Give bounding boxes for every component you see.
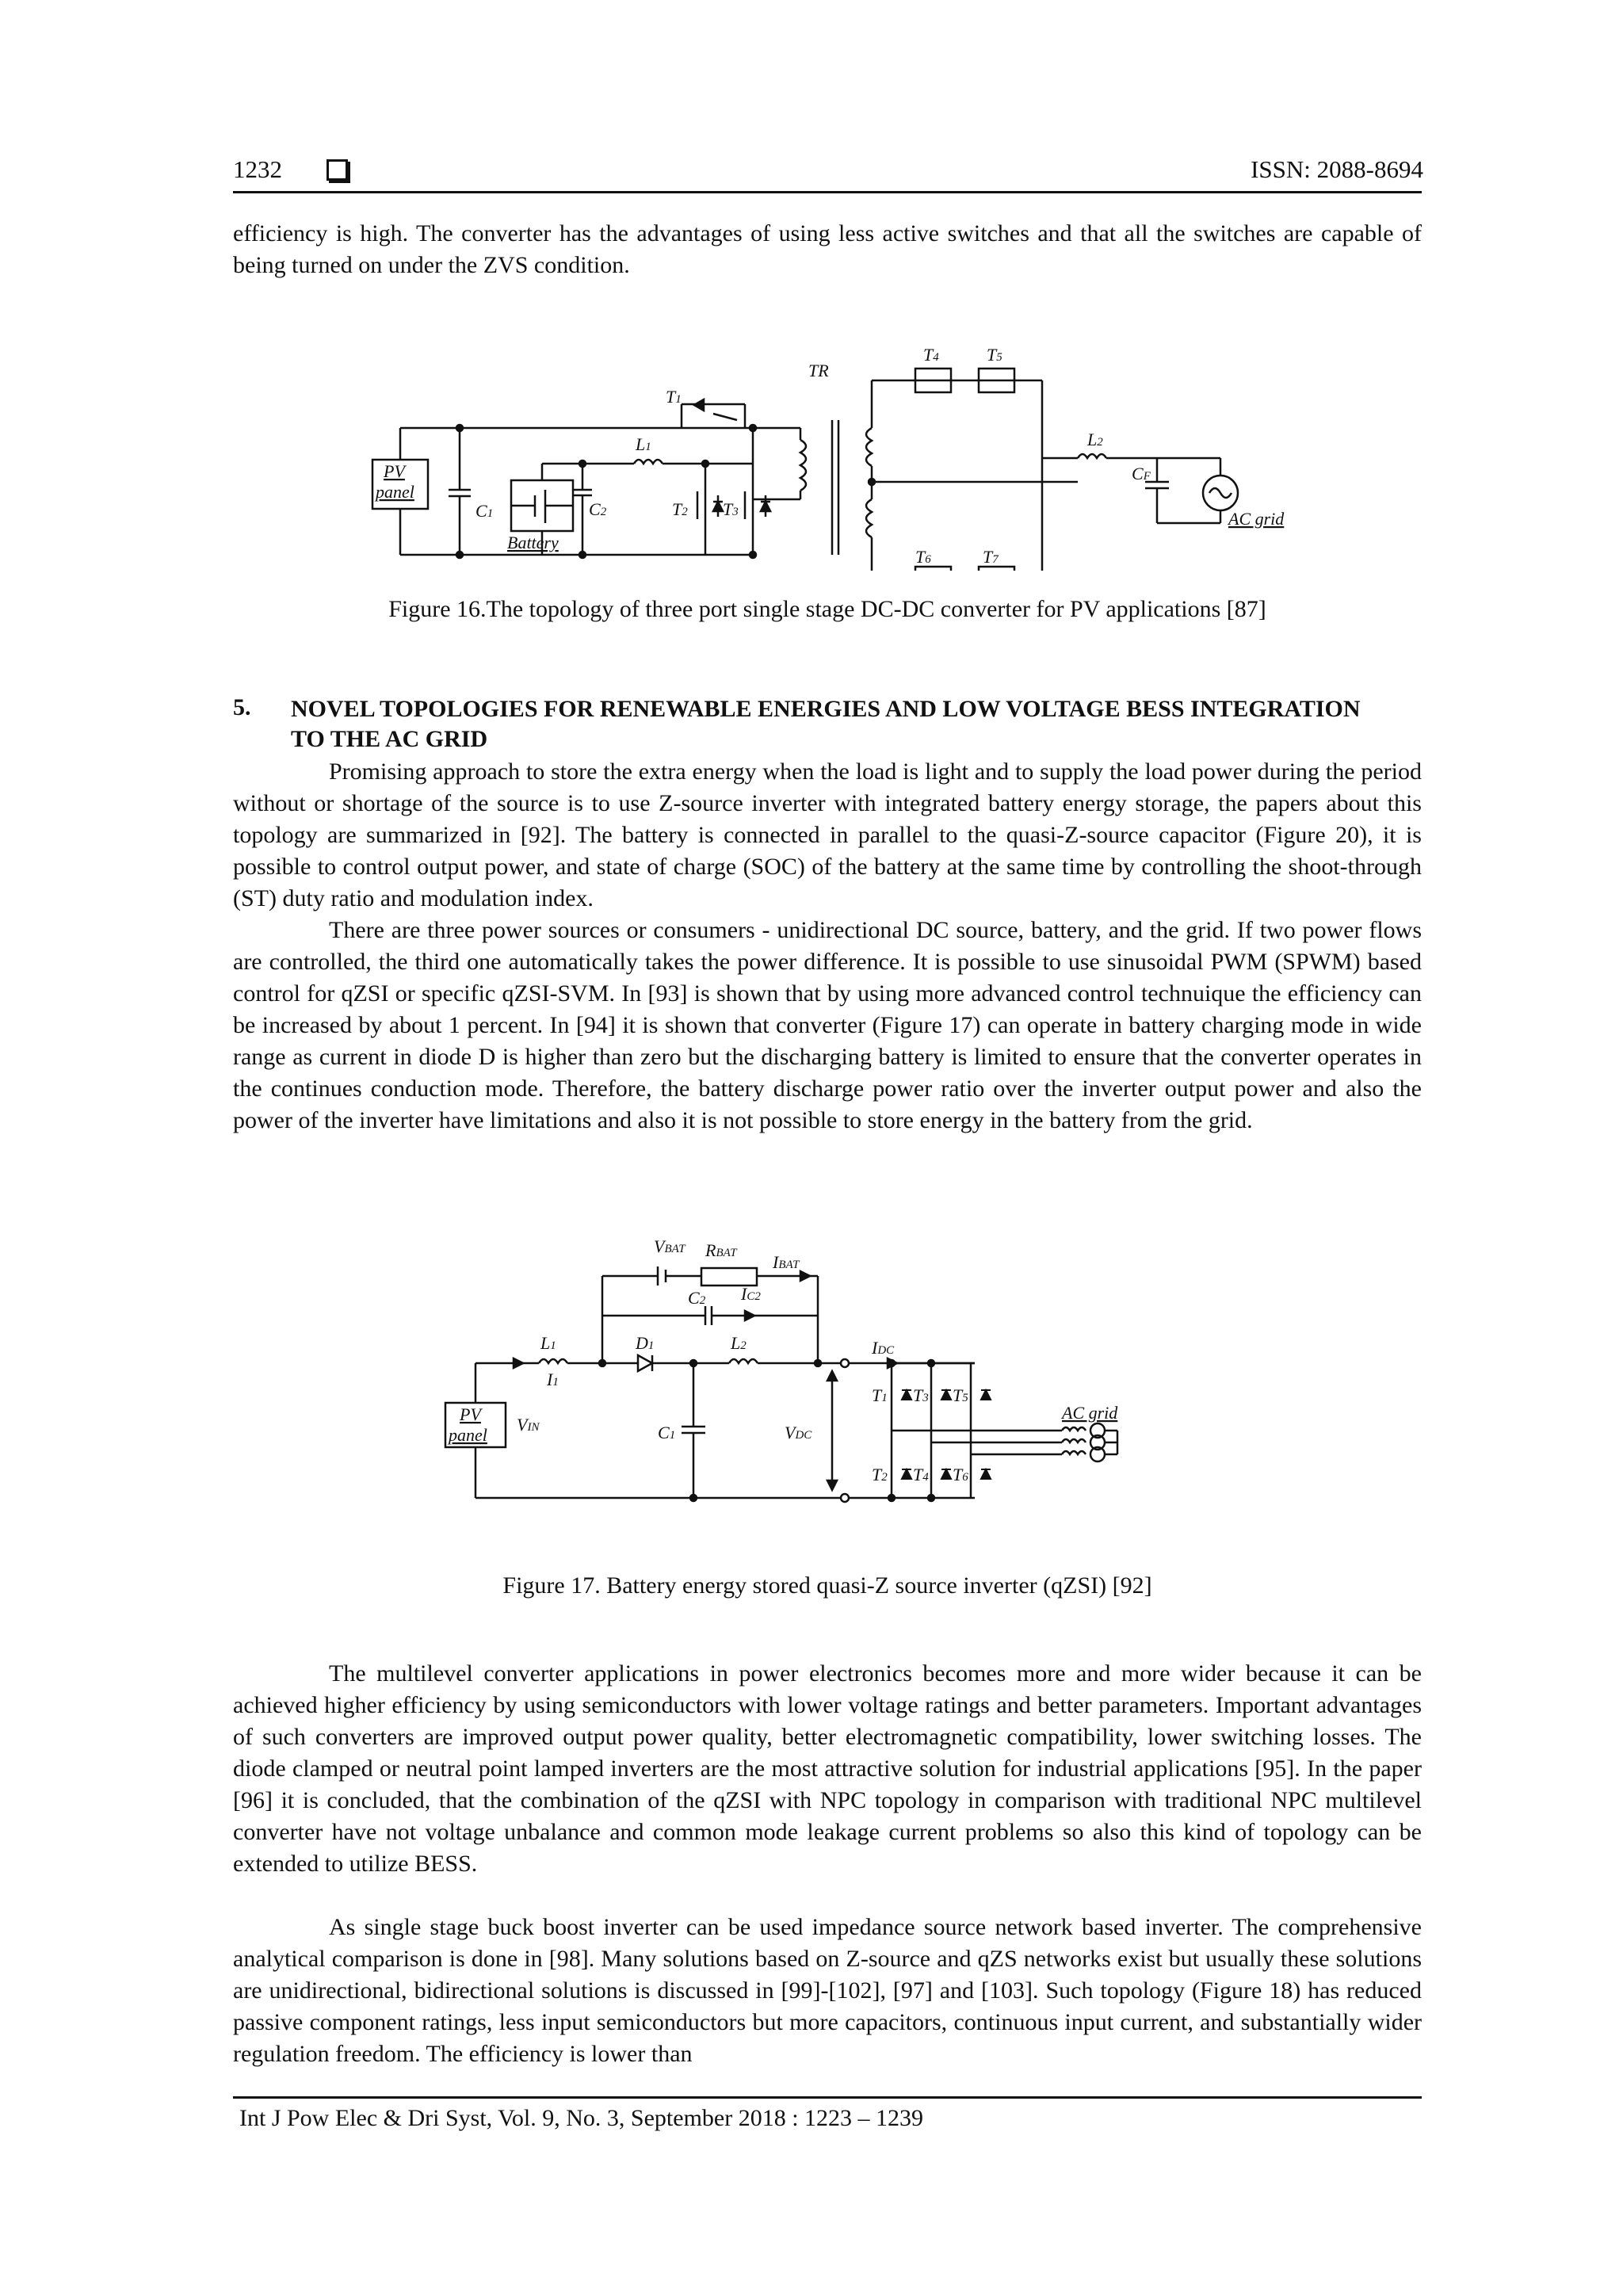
fig16-label-t2-sub: 2 <box>682 506 688 518</box>
svg-text:T6 <box>953 1465 968 1484</box>
fig16-label-t6-sub: 6 <box>925 553 931 566</box>
fig16-label-pv: PV <box>384 461 405 481</box>
header-rule <box>233 191 1422 193</box>
fig16-label-cf: C <box>1132 464 1144 483</box>
paragraph-3: There are three power sources or consumers - unidirectional DC source, battery, and the grid. If two power flows are controlled, the third one automatically takes the power difference. It is possible to use sinusoidal PWM (SPWM) based control for qZSI or specific qZSI-SVM. In [93] is shown that by using more advanced control technuique the efficiency can be increased by about 1 percent. In [94] it is shown that converter (Figure 17) can operate in battery charging mode in wide range as current in diode D is higher than zero but the discharging battery is limited to ensure that the converter operates in the continues conduction mode. Therefore, the battery discharge power ratio over the inverter output power and also the power of the inverter have limitations and also it is not possible to store energy in the battery from the grid. <box>233 917 1422 1133</box>
fig17-label-vin: V <box>517 1415 528 1435</box>
figure-17-caption: Figure 17. Battery energy stored quasi-Z source inverter (qZSI) [92] <box>502 1572 1152 1599</box>
fig16-label-c2-sub: 2 <box>600 506 607 518</box>
fig17-label-ibat: I <box>773 1252 779 1272</box>
svg-text:IC2 <box>740 1284 761 1304</box>
fig17-label-t3-sub: 3 <box>922 1392 929 1404</box>
fig17-label-t2: T <box>872 1465 882 1484</box>
fig17-label-t3: T <box>913 1385 923 1405</box>
fig17-label-ibat-sub: BAT <box>778 1259 800 1271</box>
svg-text:IBAT <box>772 1252 800 1272</box>
fig16-label-t4: T <box>923 345 934 365</box>
fig17-label-vin-sub: IN <box>527 1421 540 1434</box>
fig17-label-c2: C <box>688 1288 700 1308</box>
fig17-label-l1-sub: 1 <box>550 1339 556 1352</box>
fig16-label-l1: L <box>636 434 646 454</box>
fig16-label-t4-sub: 4 <box>933 351 939 364</box>
fig16-label-t3: T <box>723 499 733 519</box>
footer-rule <box>233 2096 1422 2099</box>
fig16-label-panel: panel <box>376 482 414 502</box>
fig17-label-t2-sub: 2 <box>881 1471 888 1484</box>
fig17-label-l2-sub: 2 <box>740 1339 747 1352</box>
fig17-label-t6-sub: 6 <box>962 1471 968 1484</box>
svg-text:T2 <box>672 499 688 519</box>
svg-text:L2 <box>1086 430 1103 449</box>
fig16-label-c2: C <box>589 499 601 519</box>
svg-text:T4 <box>913 1465 929 1484</box>
fig17-label-t1-sub: 1 <box>881 1392 888 1404</box>
fig16-label-t1: T <box>666 387 676 407</box>
fig17-label-ic2: I <box>741 1284 747 1304</box>
fig17-label-ac-grid: AC grid <box>1062 1403 1118 1423</box>
fig16-label-t5: T <box>987 345 997 365</box>
fig17-label-t5-sub: 5 <box>962 1392 968 1404</box>
fig16-label-l1-sub: 1 <box>645 441 651 453</box>
fig17-label-rbat-sub: BAT <box>716 1247 737 1259</box>
svg-text:IDC <box>871 1338 895 1358</box>
svg-text:L1 <box>635 434 651 454</box>
svg-text:T3 <box>723 499 739 519</box>
figure-16-caption: Figure 16.The topology of three port single stage DC-DC converter for PV applications [87] <box>388 596 1266 622</box>
svg-text:C1 <box>658 1423 675 1442</box>
fig17-label-t6: T <box>953 1465 963 1484</box>
figure-16-circuit <box>365 341 1316 571</box>
fig17-label-vbat: V <box>654 1236 665 1256</box>
paragraph-2: Promising approach to store the extra energy when the load is light and to supply the load power during the period without or shortage of the source is to use Z-source inverter with integrated battery energy storage, the papers about this topology are summarized in [92]. The battery is connected in parallel to the quasi-Z-source capacitor (Figure 20), it is possible to control output power, and state of charge (SOC) of the battery at the same time by controlling the shoot-through (ST) duty ratio and modulation index. <box>233 758 1422 911</box>
svg-text:RBAT <box>705 1240 738 1260</box>
section-title: NOVEL TOPOLOGIES FOR RENEWABLE ENERGIES AND LOW VOLTAGE BESS INTEGRATION TO THE AC GRID <box>291 696 1361 752</box>
svg-text:T1 <box>666 387 682 407</box>
svg-text:VDC <box>785 1423 812 1442</box>
svg-text:C2 <box>688 1288 706 1308</box>
fig17-label-idc: I <box>872 1338 878 1358</box>
svg-text:T5 <box>953 1385 968 1405</box>
fig16-label-t3-sub: 3 <box>732 506 739 518</box>
fig17-label-ic2-sub: C2 <box>747 1290 761 1303</box>
figure-17-circuit <box>428 1213 1220 1530</box>
fig16-label-t5-sub: 5 <box>996 351 1002 364</box>
fig16-label-t7-sub: 7 <box>992 553 999 566</box>
fig16-label-t6: T <box>915 547 926 567</box>
fig16-label-t2: T <box>672 499 682 519</box>
svg-text:CF <box>1132 464 1151 483</box>
section-number: 5. <box>233 694 251 720</box>
svg-text:C1 <box>475 501 493 521</box>
fig16-label-l2: L <box>1087 430 1098 449</box>
fig16-label-tr: TR <box>808 361 829 380</box>
svg-text:T1 <box>872 1385 888 1405</box>
fig17-label-c1-sub: 1 <box>669 1429 676 1442</box>
svg-text:C2 <box>589 499 607 519</box>
fig17-label-idc-sub: DC <box>877 1344 895 1357</box>
fig17-label-c2-sub: 2 <box>699 1294 706 1307</box>
fig16-label-battery: Battery <box>507 533 559 552</box>
svg-text:D1 <box>635 1333 654 1353</box>
fig16-label-c1-sub: 1 <box>487 507 494 520</box>
fig16-label-c1: C <box>475 501 487 521</box>
fig17-label-t4: T <box>913 1465 923 1484</box>
fig17-label-i1-sub: 1 <box>552 1376 559 1389</box>
paragraph-4: The multilevel converter applications in power electronics becomes more and more wider because it can be achieved higher efficiency by using semiconductors with lower voltage ratings and better parameters. Important advantages of such converters are improved output power quality, better electromagnetic compatibility, lower switching losses. The diode clamped or neutral point lamped inverters are the most attractive solution for industrial applications [95]. In the paper [96] it is concluded, that the combination of the qZSI with NPC topology in comparison with traditional NPC multilevel converter have not voltage unbalance and common mode leakage current problems so also this kind of topology can be extended to utilize BESS. <box>233 1660 1422 1877</box>
fig16-label-ac-grid: AC grid <box>1228 509 1285 529</box>
square-bullet-icon <box>327 159 348 181</box>
svg-text:L1 <box>540 1333 556 1353</box>
svg-text:T6 <box>915 547 931 567</box>
fig16-label-cf-sub: F <box>1143 470 1151 483</box>
fig16-label-l2-sub: 2 <box>1097 436 1103 449</box>
fig17-label-t4-sub: 4 <box>922 1471 929 1484</box>
fig17-label-t1: T <box>872 1385 882 1405</box>
svg-text:L2 <box>730 1333 747 1353</box>
fig17-label-l1: L <box>540 1333 551 1353</box>
fig17-label-vdc: V <box>785 1423 796 1442</box>
page-number: 1232 <box>233 155 282 183</box>
svg-text:VIN <box>517 1415 540 1435</box>
issn: ISSN: 2088-8694 <box>1251 155 1423 183</box>
svg-text:T3 <box>913 1385 929 1405</box>
paragraph-1: efficiency is high. The converter has the advantages of using less active switches and that all the switches are capable of being turned on under the ZVS condition. <box>233 220 1422 278</box>
fig17-label-l2: L <box>731 1333 741 1353</box>
fig17-label-rbat: R <box>705 1240 716 1260</box>
fig17-label-vbat-sub: BAT <box>664 1243 685 1255</box>
fig17-label-t5: T <box>953 1385 963 1405</box>
fig17-label-vdc-sub: DC <box>795 1429 812 1442</box>
fig17-label-panel: panel <box>449 1425 487 1445</box>
fig17-label-d1-sub: 1 <box>647 1339 655 1352</box>
svg-text:VBAT <box>654 1236 686 1256</box>
svg-text:T2 <box>872 1465 888 1484</box>
fig17-label-i1: I <box>547 1370 553 1389</box>
svg-text:T4 <box>923 345 939 365</box>
footer-citation: Int J Pow Elec & Dri Syst, Vol. 9, No. 3, September 2018 : 1223 – 1239 <box>239 2105 924 2131</box>
fig17-label-pv: PV <box>460 1404 481 1424</box>
fig16-label-t1-sub: 1 <box>675 393 682 406</box>
svg-text:I1 <box>546 1370 559 1389</box>
paragraph-5: As single stage buck boost inverter can be used impedance source network based inverter. The comprehensive analytical comparison is done in [98]. Many solutions based on Z-source and qZS networks exist but usually these solutions are unidirectional, bidirectional solutions is discussed in [99]-[102], [97] and [103]. Such topology (Figure 18) has reduced passive component ratings, less input semiconductors but more capacitors, continuous input current, and substantially wider regulation freedom. The efficiency is lower than <box>233 1914 1422 2067</box>
svg-text:T5 <box>987 345 1002 365</box>
fig17-label-c1: C <box>658 1423 670 1442</box>
svg-text:T7 <box>983 547 999 567</box>
fig17-label-d1: D <box>636 1333 648 1353</box>
fig16-label-t7: T <box>983 547 993 567</box>
